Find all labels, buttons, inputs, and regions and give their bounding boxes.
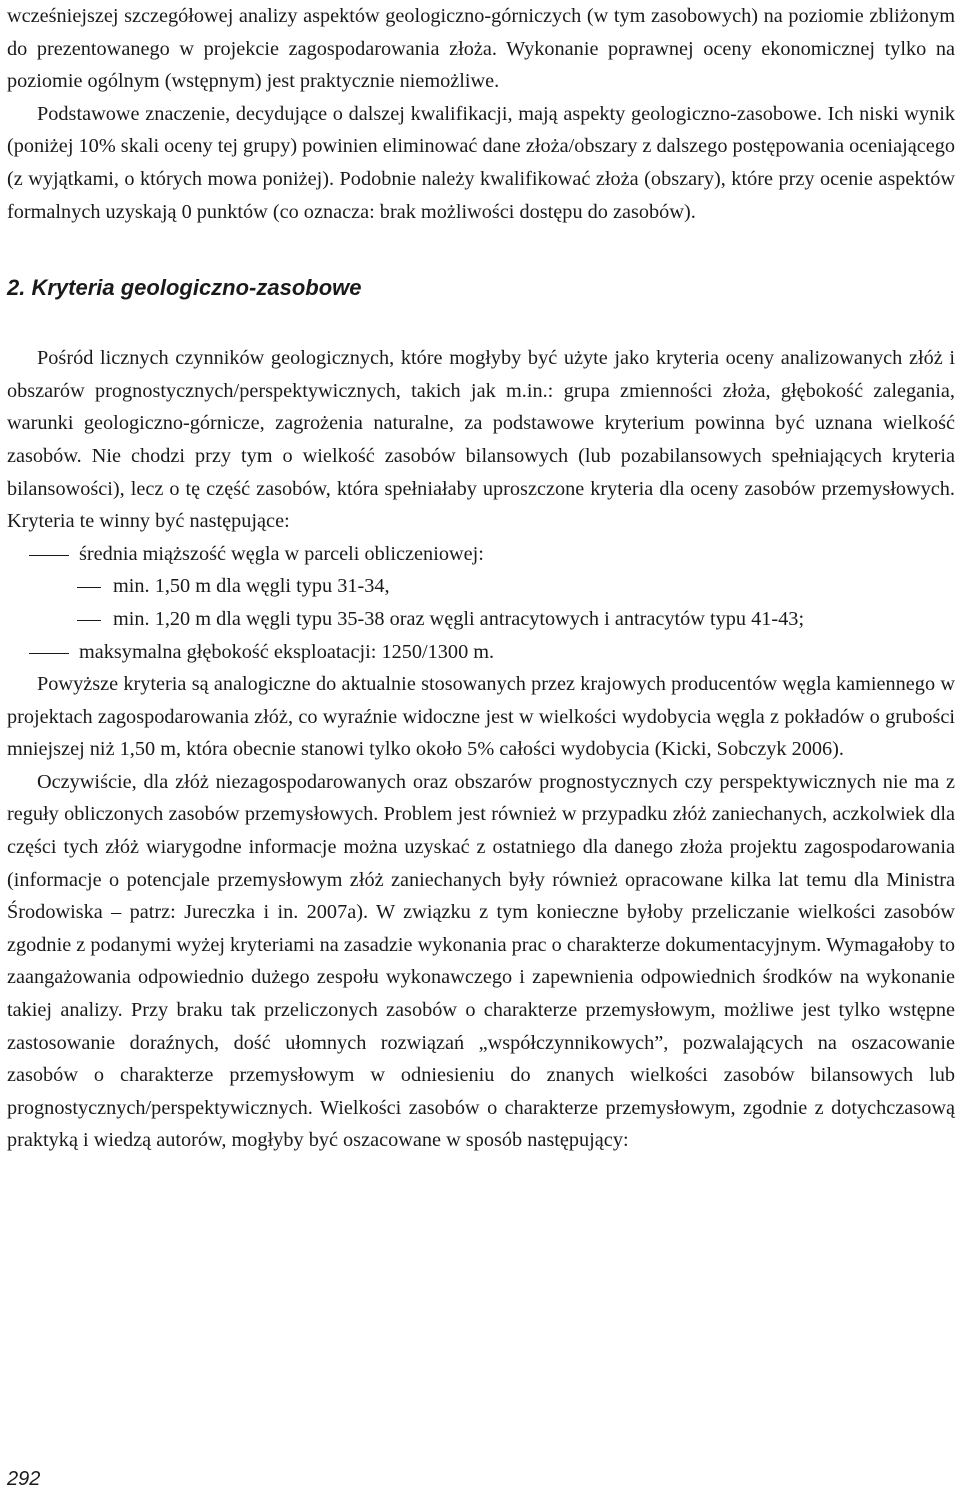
list-item-thickness — [7, 538, 955, 571]
page-number: 292 — [7, 1468, 41, 1490]
section-heading: 2. Kryteria geologiczno-zasobowe — [7, 275, 362, 301]
sublist-item-text: min. 1,50 m dla węgli typu 31-34, — [113, 575, 390, 598]
list-item-text: średnia miąższość węgla w parceli obliczeniowej: — [79, 542, 484, 565]
page-body — [7, 0, 955, 1157]
sublist-item-text: min. 1,20 m dla węgli typu 35-38 oraz węgli antracytowych i antracytów typu 41-43; — [113, 607, 805, 630]
list-item-depth — [7, 636, 955, 669]
paragraph-criteria-intro: Pośród licznych czynników geologicznych, które mogłyby być użyte jako kryteria oceny analizowanych złóż i obszarów prognostycznych/perspektywicznych, takich jak m.in.: grupa zmienności złoża, głębokość zalegania, warunki geologiczno-górnicze, zagrożenia naturalne, za podstawowe kryterium powinna być uznana wielkość zasobów. Nie chodzi przy tym o wielkość zasobów bilansowych (lub pozabilansowych spełniających kryteria bilansowości), lecz o tę część zasobów, która spełniałaby uproszczone kryteria dla oceny zasobów przemysłowych. Kryteria te winny być następujące: — [7, 347, 955, 533]
sublist-item-type-35-38 — [7, 603, 955, 636]
paragraph-continuation: wcześniejszej szczegółowej analizy aspektów geologiczno-górniczych (w tym zasobowych) na poziomie zbliżonym do prezentowanego w projekcie zagospodarowania złoża. Wykonanie poprawnej oceny ekonomicznej tylko na poziomie ogólnym (wstępnym) jest praktycznie niemożliwe. — [7, 5, 955, 93]
paragraph-undeveloped-deposits: Oczywiście, dla złóż niezagospodarowanych oraz obszarów prognostycznych czy perspektywicznych nie ma z reguły obliczonych zasobów przemysłowych. Problem jest również w przypadku złóż zaniechanych, aczkolwiek dla części tych złóż wiarygodne informacje można uzyskać z ostatniego dla danego złoża projektu zagospodarowania (informacje o potencjale przemysłowym złóż zaniechanych były również opracowane kilka lat temu dla Ministra Środowiska – patrz: Jureczka i in. 2007a). W związku z tym konieczne byłoby przeliczanie wielkości zasobów zgodnie z podanymi wyżej kryteriami na zasadzie wykonania prac o charakterze dokumentacyjnym. Wymagałoby to zaangażowania odpowiednio dużego zespołu wykonawczego i zapewnienia odpowiednich środków na wykonanie takiej analizy. Przy braku tak przeliczonych zasobów o charakterze przemysłowym, możliwe jest tylko wstępne zastosowanie doraźnych, dość ułomnych rozwiązań „współczynnikowych”, pozwalających na oszacowanie zasobów o charakterze przemysłowym w odniesieniu do znanych wielkości zasobów bilansowych lub prognostycznych/perspektywicznych. Wielkości zasobów o charakterze przemysłowym, zgodnie z dotychczasową praktyką i wiedzą autorów, mogłyby być oszacowane w sposób następujący: — [7, 770, 955, 1152]
sublist-item-type-31-34 — [7, 570, 955, 603]
paragraph-geological-aspects: Podstawowe znaczenie, decydujące o dalszej kwalifikacji, mają aspekty geologiczno-zasobowe. Ich niski wynik (poniżej 10% skali oceny tej grupy) powinien eliminować dane złoża/obszary z dalszego postępowania oceniającego (z wyjątkami, o których mowa poniżej). Podobnie należy kwalifikować złoża (obszary), które przy ocenie aspektów formalnych uzyskają 0 punktów (co oznacza: brak możliwości dostępu do zasobów). — [7, 102, 955, 223]
paragraph-criteria-analogous: Powyższe kryteria są analogiczne do aktualnie stosowanych przez krajowych producentów węgla kamiennego w projektach zagospodarowania złóż, co wyraźnie widoczne jest w wielkości wydobycia węgla z pokładów o grubości mniejszej niż 1,50 m, która obecnie stanowi tylko około 5% całości wydobycia (Kicki, Sobczyk 2006). — [7, 673, 955, 761]
list-item-text: maksymalna głębokość eksploatacji: 1250/1300 m. — [79, 640, 495, 663]
